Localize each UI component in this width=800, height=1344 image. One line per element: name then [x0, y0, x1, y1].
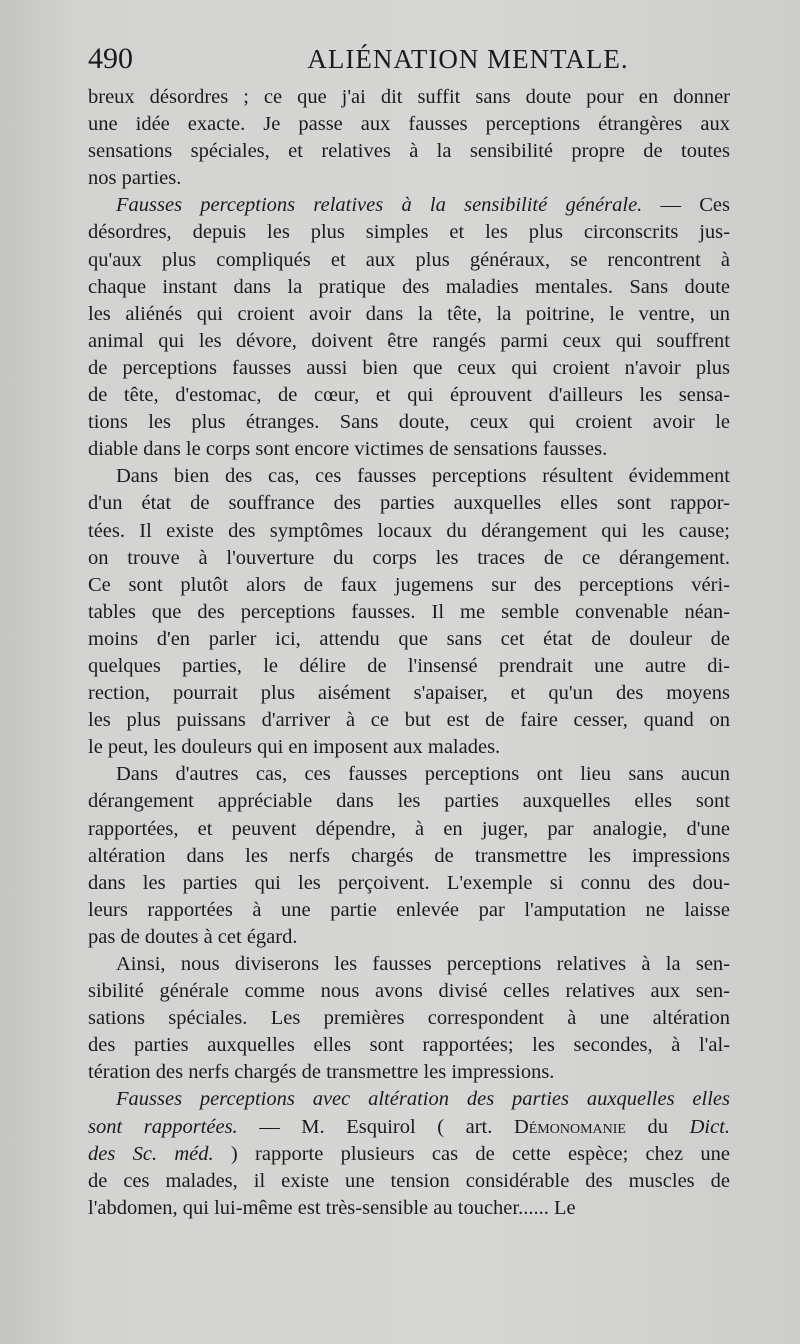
text-line: rection, pourrait plus aisément s'apaiser, et qu'un des moyens	[88, 682, 730, 705]
page-header	[88, 42, 728, 78]
italic-text: Fausses perceptions relatives à la sensibilité générale.	[116, 194, 643, 217]
text-line: sibilité générale comme nous avons divisé celles relatives aux sen-	[88, 980, 730, 1003]
text-line: tération des nerfs chargés de transmettre les impressions.	[88, 1061, 555, 1084]
text-line: le peut, les douleurs qui en imposent aux malades.	[88, 736, 501, 759]
text-segment: — Ces	[642, 194, 730, 217]
text-line: d'un état de souffrance des parties auxquelles elles sont rappor-	[88, 492, 730, 515]
italic-text: des Sc. méd.	[88, 1142, 214, 1165]
text-line: de ces malades, il existe une tension considérable des muscles de	[88, 1169, 730, 1192]
text-line: breux désordres ; ce que j'ai dit suffit sans doute pour en donner	[88, 86, 730, 108]
text-line: de perceptions fausses aussi bien que ceux qui croient n'avoir plus	[88, 356, 730, 379]
text-line: pas de doutes à cet égard.	[88, 925, 298, 948]
text-line: quelques parties, le délire de l'insensé prendrait une autre di-	[88, 654, 730, 677]
text-segment: du	[625, 1115, 690, 1138]
text-line: Dans bien des cas, ces fausses perceptions résultent évidemment	[116, 465, 730, 488]
italic-text: Fausses perceptions avec altération des parties auxquelles elles	[116, 1088, 730, 1111]
text-line: désordres, depuis les plus simples et les plus circonscrits jus-	[88, 221, 730, 244]
text-line: Dans d'autres cas, ces fausses perceptions ont lieu sans aucun	[116, 763, 730, 786]
text-line: tées. Il existe des symptômes locaux du dérangement qui les cause;	[88, 519, 730, 542]
italic-text: Dict.	[689, 1115, 730, 1138]
text-line: tables que des perceptions fausses. Il me semble convenable néan-	[88, 600, 730, 623]
text-line: animal qui les dévore, doivent être rangés parmi ceux qui souffrent	[88, 329, 730, 352]
text-line	[88, 1141, 730, 1168]
text-line: tions les plus étranges. Sans doute, ceux qui croient avoir le	[88, 411, 730, 434]
text-line	[88, 1114, 730, 1141]
text-line: on trouve à l'ouverture du corps les traces de ce dérangement.	[88, 546, 730, 569]
text-line	[88, 192, 730, 219]
italic-text: sont rapportées.	[88, 1115, 238, 1138]
text-line: rapportées, et peuvent dépendre, à en juger, par analogie, d'une	[88, 817, 730, 840]
text-line: moins d'en parler ici, attendu que sans cet état de douleur de	[88, 627, 730, 650]
text-line	[88, 1086, 730, 1113]
text-line: de tête, d'estomac, de cœur, et qui éprouvent d'ailleurs les sensa-	[88, 384, 730, 407]
text-line: leurs rapportées à une partie enlevée par l'amputation ne laisse	[88, 898, 730, 921]
running-title: ALIÉNATION MENTALE.	[307, 44, 629, 74]
text-line: nos parties.	[88, 167, 182, 190]
text-line: Ce sont plutôt alors de faux jugemens sur des perceptions véri-	[88, 573, 730, 596]
text-line: qu'aux plus compliqués et aux plus généraux, se rencontrent à	[88, 248, 730, 271]
text-line: l'abdomen, qui lui-même est très-sensible au toucher...... Le	[88, 1196, 576, 1219]
small-caps-text: Démonomanie	[513, 1115, 626, 1138]
text-line: diable dans le corps sont encore victimes de sensations fausses.	[88, 438, 608, 461]
text-line: dérangement appréciable dans les parties auxquelles elles sont	[88, 790, 730, 813]
body-text	[88, 84, 730, 1222]
page-number: 490	[88, 42, 133, 75]
text-line: les aliénés qui croient avoir dans la tête, la poitrine, le ventre, un	[88, 302, 730, 325]
text-line: des parties auxquelles elles sont rapportées; les secondes, à l'al-	[88, 1034, 730, 1057]
text-line: altération dans les nerfs chargés de transmettre les impressions	[88, 844, 730, 867]
text-segment: — M. Esquirol ( art.	[237, 1115, 514, 1138]
text-line: sations spéciales. Les premières correspondent à une altération	[88, 1007, 730, 1030]
text-segment: ) rapporte plusieurs cas de cette espèce; chez une	[213, 1142, 730, 1165]
text-line: les plus puissans d'arriver à ce but est de faire cesser, quand on	[88, 709, 730, 732]
text-line: Ainsi, nous diviserons les fausses perceptions relatives à la sen-	[116, 953, 730, 975]
text-line: sensations spéciales, et relatives à la sensibilité propre de toutes	[88, 140, 730, 163]
text-line: une idée exacte. Je passe aux fausses perceptions étrangères aux	[88, 113, 730, 136]
text-line: chaque instant dans la pratique des maladies mentales. Sans doute	[88, 275, 730, 298]
text-line: dans les parties qui les perçoivent. L'exemple si connu des dou-	[88, 871, 730, 894]
